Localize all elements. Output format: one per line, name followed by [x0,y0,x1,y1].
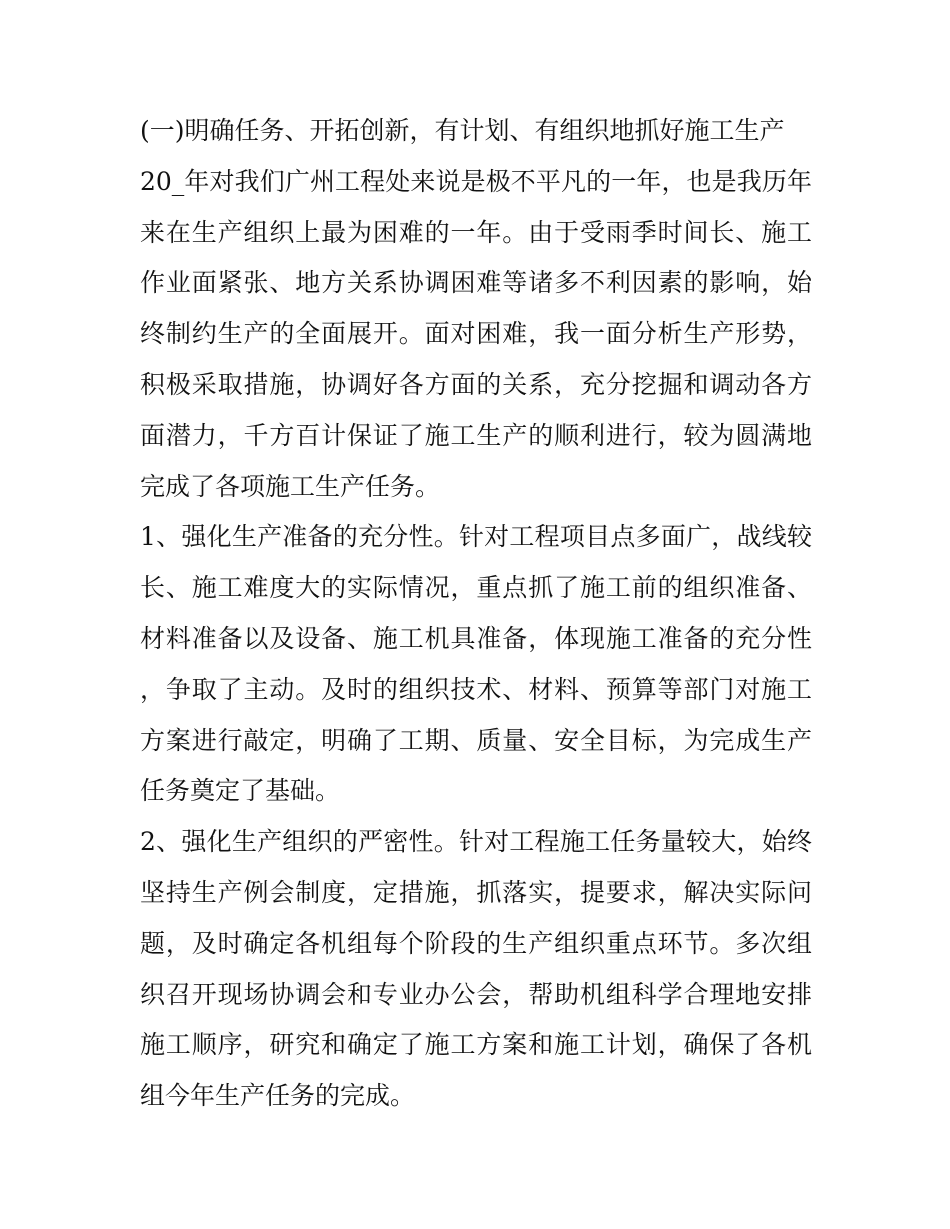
paragraph-item-1: 1、强化生产准备的充分性。针对工程项目点多面广，战线较长、施工难度大的实际情况，重点抓了施工前的组织准备、材料准备以及设备、施工机具准备，体现施工准备的充分性，争取了主动。及时的组织技术、材料、预算等部门对施工方案进行敲定，明确了工期、质量、安全目标，为完成生产任务奠定了基础。 [140,522,812,806]
paragraph-item-2: 2、强化生产组织的严密性。针对工程施工任务量较大，始终坚持生产例会制度，定措施，抓落实，提要求，解决实际问题，及时确定各机组每个阶段的生产组织重点环节。多次组织召开现场协调会和专业办公会，帮助机组科学合理地安排施工顺序，研究和确定了施工方案和施工计划，确保了各机组今年生产任务的完成。 [140,827,812,1111]
document-body [140,106,812,1122]
paragraph-overview: 20_年对我们广州工程处来说是极不平凡的一年，也是我历年来在生产组织上最为困难的一年。由于受雨季时间长、施工作业面紧张、地方关系协调困难等诸多不利因素的影响，始终制约生产的全面展开。面对困难，我一面分析生产形势，积极采取措施，协调好各方面的关系，充分挖掘和调动各方面潜力，千方百计保证了施工生产的顺利进行，较为圆满地完成了各项施工生产任务。 [140,166,812,501]
section-heading: (一)明确任务、开拓创新，有计划、有组织地抓好施工生产 [140,116,785,145]
